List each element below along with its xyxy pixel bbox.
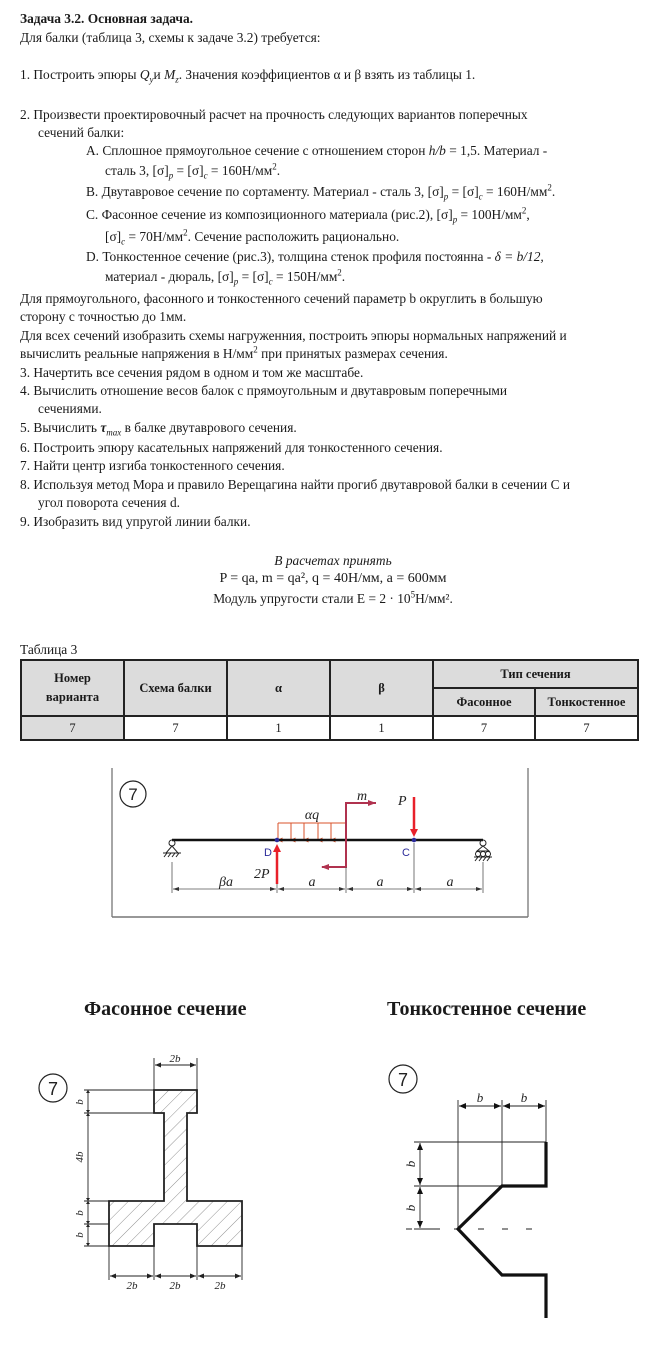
- dim-b-1: b: [74, 1099, 86, 1105]
- dim-a-1: a: [308, 875, 316, 890]
- label-m: m: [357, 789, 368, 804]
- item-8-line2: угол поворота сечения d.: [38, 495, 180, 510]
- item-4-line2: сечениями.: [38, 401, 102, 416]
- item-3: 3. Начертить все сечения рядом в одном и том же масштабе.: [20, 365, 364, 380]
- item-2-line2: сечений балки:: [38, 125, 125, 140]
- item-4-line1: 4. Вычислить отношение весов балок с прямоугольным и двутавровым поперечными: [20, 383, 507, 398]
- shaped-section-title: Фасонное сечение: [84, 998, 247, 1020]
- thin-section-title: Тонкостенное сечение: [387, 998, 587, 1020]
- dim-a-3: a: [446, 875, 454, 890]
- shaped-section-drawing: [20, 1040, 270, 1300]
- item-6: 6. Построить эпюру касательных напряжений для тонкостенного сечения.: [20, 440, 443, 455]
- header-scheme: Схема балки: [124, 660, 227, 716]
- dim-top-b-1: b: [476, 1090, 484, 1105]
- header-beta: β: [330, 660, 433, 716]
- dim-top-b-2: b: [520, 1090, 528, 1105]
- label-C: C: [402, 847, 410, 859]
- dim-left-b-2: b: [403, 1204, 418, 1212]
- item-7: 7. Найти центр изгиба тонкостенного сечения.: [20, 458, 285, 473]
- label-D: D: [264, 847, 272, 859]
- item-8-line1: 8. Используя метод Мора и правило Верещагина найти прогиб двутавровой балки в сечении C и: [20, 477, 571, 492]
- shaped-section-number: 7: [47, 1079, 59, 1099]
- label-P: P: [398, 794, 407, 809]
- header-alpha: α: [227, 660, 330, 716]
- task-title: Задача 3.2. Основная задача.: [20, 11, 193, 26]
- item-2-line1: 2. Произвести проектировочный расчет на прочность следующих вариантов поперечных: [20, 107, 528, 122]
- given-line1: P = qa, m = qa², q = 40Н/мм, a = 600мм: [219, 571, 447, 586]
- dim-beta-a: βa: [219, 875, 233, 890]
- header-variant: Номер варианта: [21, 660, 124, 716]
- dim-bottom-2b-3: 2b: [214, 1280, 226, 1292]
- note-1-line1: Для прямоугольного, фасонного и тонкостенного сечений параметр b округлить в большую: [20, 291, 543, 306]
- pin-support-left: [163, 840, 181, 857]
- label-aq: αq: [304, 808, 320, 823]
- item-2d-line2: материал - дюраль, $[\sigma]_p = [\sigma]_c = 150Н/мм^2$.: [105, 267, 346, 287]
- given-line2: Модуль упругости стали $E = 2 \cdot 10^5Н$/мм².: [213, 589, 453, 606]
- item-2c-line1: C. Фасонное сечение из композиционного материала (рис.2), $[\sigma]_p = 100Н/мм^2$,: [86, 205, 530, 225]
- table-3: [20, 659, 639, 741]
- point-C: [412, 838, 417, 843]
- header-section-type: Тип сечения: [433, 660, 638, 688]
- header-shaped: Фасонное: [433, 688, 535, 716]
- dim-bottom-2b-1: 2b: [126, 1280, 138, 1292]
- item-2c-line2: $[\sigma]_c = 70Н/мм^2$. Сечение расположить рационально.: [105, 227, 400, 247]
- dim-bottom-2b-2: 2b: [169, 1280, 181, 1292]
- dim-a-2: a: [376, 875, 384, 890]
- cell-alpha: 1: [227, 716, 330, 740]
- item-1: 1. Построить эпюры $Q_yи$ $M_z$. Значения коэффициентов α и β взять из таблицы 1.: [20, 67, 476, 85]
- label-2P: 2P: [254, 867, 270, 882]
- item-2a-line2: сталь 3, $[\sigma]_p = [\sigma]_c = 160Н/мм^2$.: [105, 161, 281, 181]
- item-2a-line1: A. Сплошное прямоугольное сечение с отношением сторон h/b = 1,5. Материал -: [86, 143, 548, 158]
- thin-section-number: 7: [397, 1070, 409, 1090]
- cell-scheme: 7: [124, 716, 227, 740]
- note-2-line1: Для всех сечений изобразить схемы нагруженния, построить эпюры нормальных напряжений и: [20, 328, 567, 343]
- cell-thin: 7: [535, 716, 638, 740]
- dim-top-2b: 2b: [169, 1053, 181, 1065]
- table-caption: Таблица 3: [20, 642, 78, 657]
- given-heading: В расчетах принять: [274, 553, 392, 568]
- dim-4b: 4b: [74, 1151, 86, 1163]
- moment-couple: [322, 803, 376, 867]
- item-9: 9. Изобразить вид упругой линии балки.: [20, 514, 251, 529]
- table-row: [21, 716, 638, 740]
- roller-support-right: [474, 840, 492, 861]
- cell-beta: 1: [330, 716, 433, 740]
- distributed-load: [278, 823, 346, 840]
- item-2d-line1: D. Тонкостенное сечение (рис.3), толщина стенок профиля постоянна - δ = b/12,: [86, 249, 544, 264]
- dim-b-3: b: [74, 1232, 86, 1238]
- item-5: 5. Вычислить $\tau_{max}$ в балке двутаврового сечения.: [20, 420, 297, 438]
- beam-diagram: [0, 760, 666, 930]
- cell-variant: 7: [21, 716, 124, 740]
- note-2-line2: вычислить реальные напряжения в $Н/мм^2$ при принятых размерах сечения.: [20, 344, 448, 361]
- point-D: [275, 838, 280, 843]
- item-2b: B. Двутавровое сечение по сортаменту. Материал - сталь 3, $[\sigma]_p = [\sigma]_c = 160Н/мм^2$.: [86, 182, 556, 202]
- task-intro: Для балки (таблица 3, схемы к задаче 3.2) требуется:: [20, 30, 321, 45]
- dim-b-2: b: [74, 1210, 86, 1216]
- cell-shaped: 7: [433, 716, 535, 740]
- dim-left-b-1: b: [403, 1160, 418, 1168]
- note-1-line2: сторону с точностью до 1мм.: [20, 309, 187, 324]
- scheme-number: 7: [128, 785, 138, 804]
- thin-section-drawing: [380, 1060, 570, 1350]
- header-thin: Тонкостенное: [535, 688, 638, 716]
